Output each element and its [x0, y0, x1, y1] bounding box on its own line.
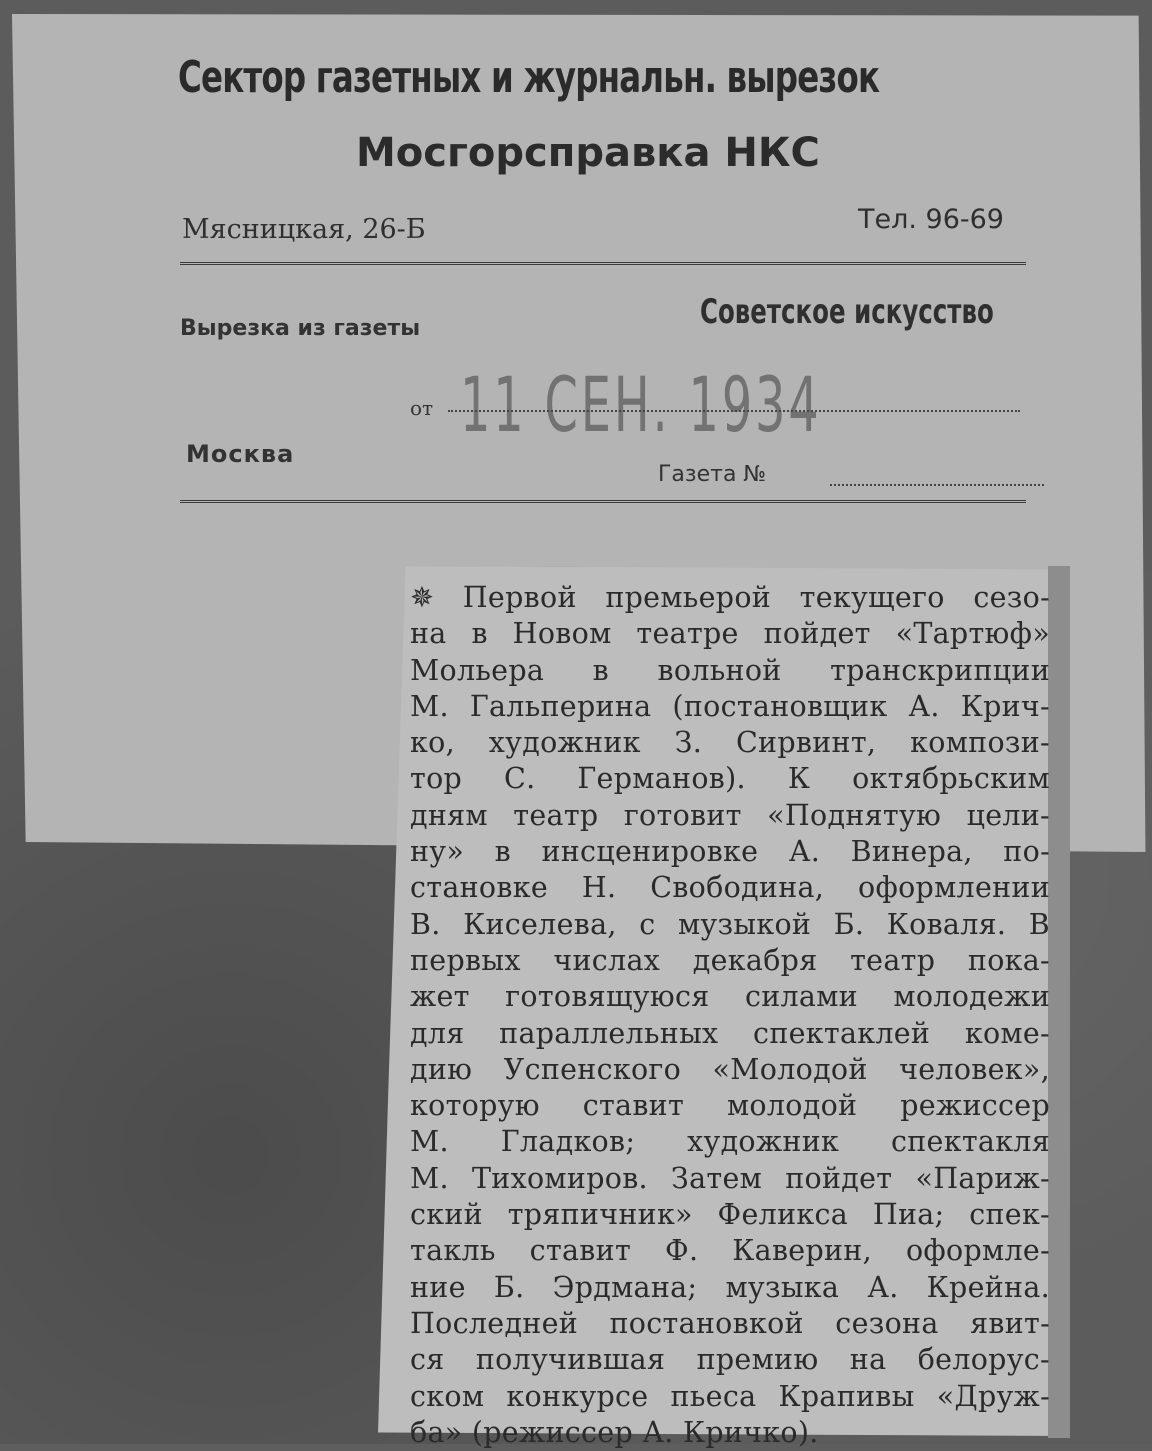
slip-city: Москва: [186, 440, 295, 468]
clipping-line: В. Киселева, с музыкой Б. Коваля. В: [410, 907, 1050, 941]
slip-address: Мясницкая, 26-Б: [182, 214, 426, 245]
clipping-line: ✵ Первой премьерой текущего сезо-: [410, 581, 1050, 614]
clipping-line: первых числах декабря театр пока-: [410, 943, 1050, 977]
slip-title: Сектор газетных и журнальн. вырезок: [178, 52, 880, 103]
clipping-line: ский тряпичник» Феликса Пиа; спек-: [410, 1198, 1050, 1232]
slip-divider-bottom: [180, 500, 1026, 503]
slip-date-stamp: 11 СЕН. 1934: [460, 360, 822, 449]
clipping-line: становке Н. Свободина, оформлении: [410, 871, 1050, 905]
clipping-line: ся получившая премию на белорус-: [410, 1343, 1050, 1377]
clipping-line: дию Успенского «Молодой человек»,: [410, 1052, 1050, 1086]
clipping-line: дням театр готовит «Поднятую цели-: [410, 798, 1050, 832]
clipping-line: Последней постановкой сезона явит-: [410, 1306, 1050, 1340]
clipping-line: тор С. Германов). К октябрьским: [410, 762, 1050, 796]
clipping-line: ние Б. Эрдмана; музыка А. Крейна.: [410, 1270, 1050, 1304]
clipping-line: жет готовящуюся силами молодежи: [410, 980, 1050, 1014]
clipping-line: М. Гладков; художник спектакля: [410, 1125, 1050, 1159]
slip-number-label: Газета №: [658, 462, 767, 487]
clipping-line: которую ставит молодой режиссер: [410, 1089, 1050, 1123]
clipping-line: на в Новом театре пойдет «Тартюф»: [410, 617, 1050, 651]
clipping-edge-shadow: [1048, 566, 1070, 1438]
clipping-line: ко, художник З. Сирвинт, компози-: [410, 726, 1050, 760]
slip-date-line: [448, 410, 1020, 412]
slip-number-line: [830, 484, 1044, 486]
clipping-text: [410, 580, 1050, 1451]
slip-divider-top: [180, 262, 1026, 265]
slip-phone: Тел. 96-69: [858, 204, 1004, 235]
clipping-line: М. Гальперина (постановщик А. Крич-: [410, 689, 1050, 723]
clipping-line: ну» в инсценировке А. Винера, по-: [410, 835, 1050, 869]
clipping-line: ском конкурсе пьеса Крапивы «Друж-: [410, 1379, 1050, 1413]
clipping-line: такль ставит Ф. Каверин, оформле-: [410, 1234, 1050, 1268]
slip-subtitle: Мосгорсправка НКС: [356, 130, 820, 176]
slip-clip-label: Вырезка из газеты: [180, 316, 421, 341]
clipping-line: ба» (режиссер А. Кричко).: [410, 1415, 819, 1449]
clipping-line: Мольера в вольной транскрипции: [410, 653, 1050, 687]
slip-newspaper-name: Советское искусство: [700, 292, 994, 332]
slip-from-label: от: [410, 396, 434, 420]
clipping-line: М. Тихомиров. Затем пойдет «Париж-: [410, 1161, 1050, 1195]
clipping-line: для параллельных спектаклей коме-: [410, 1016, 1050, 1050]
